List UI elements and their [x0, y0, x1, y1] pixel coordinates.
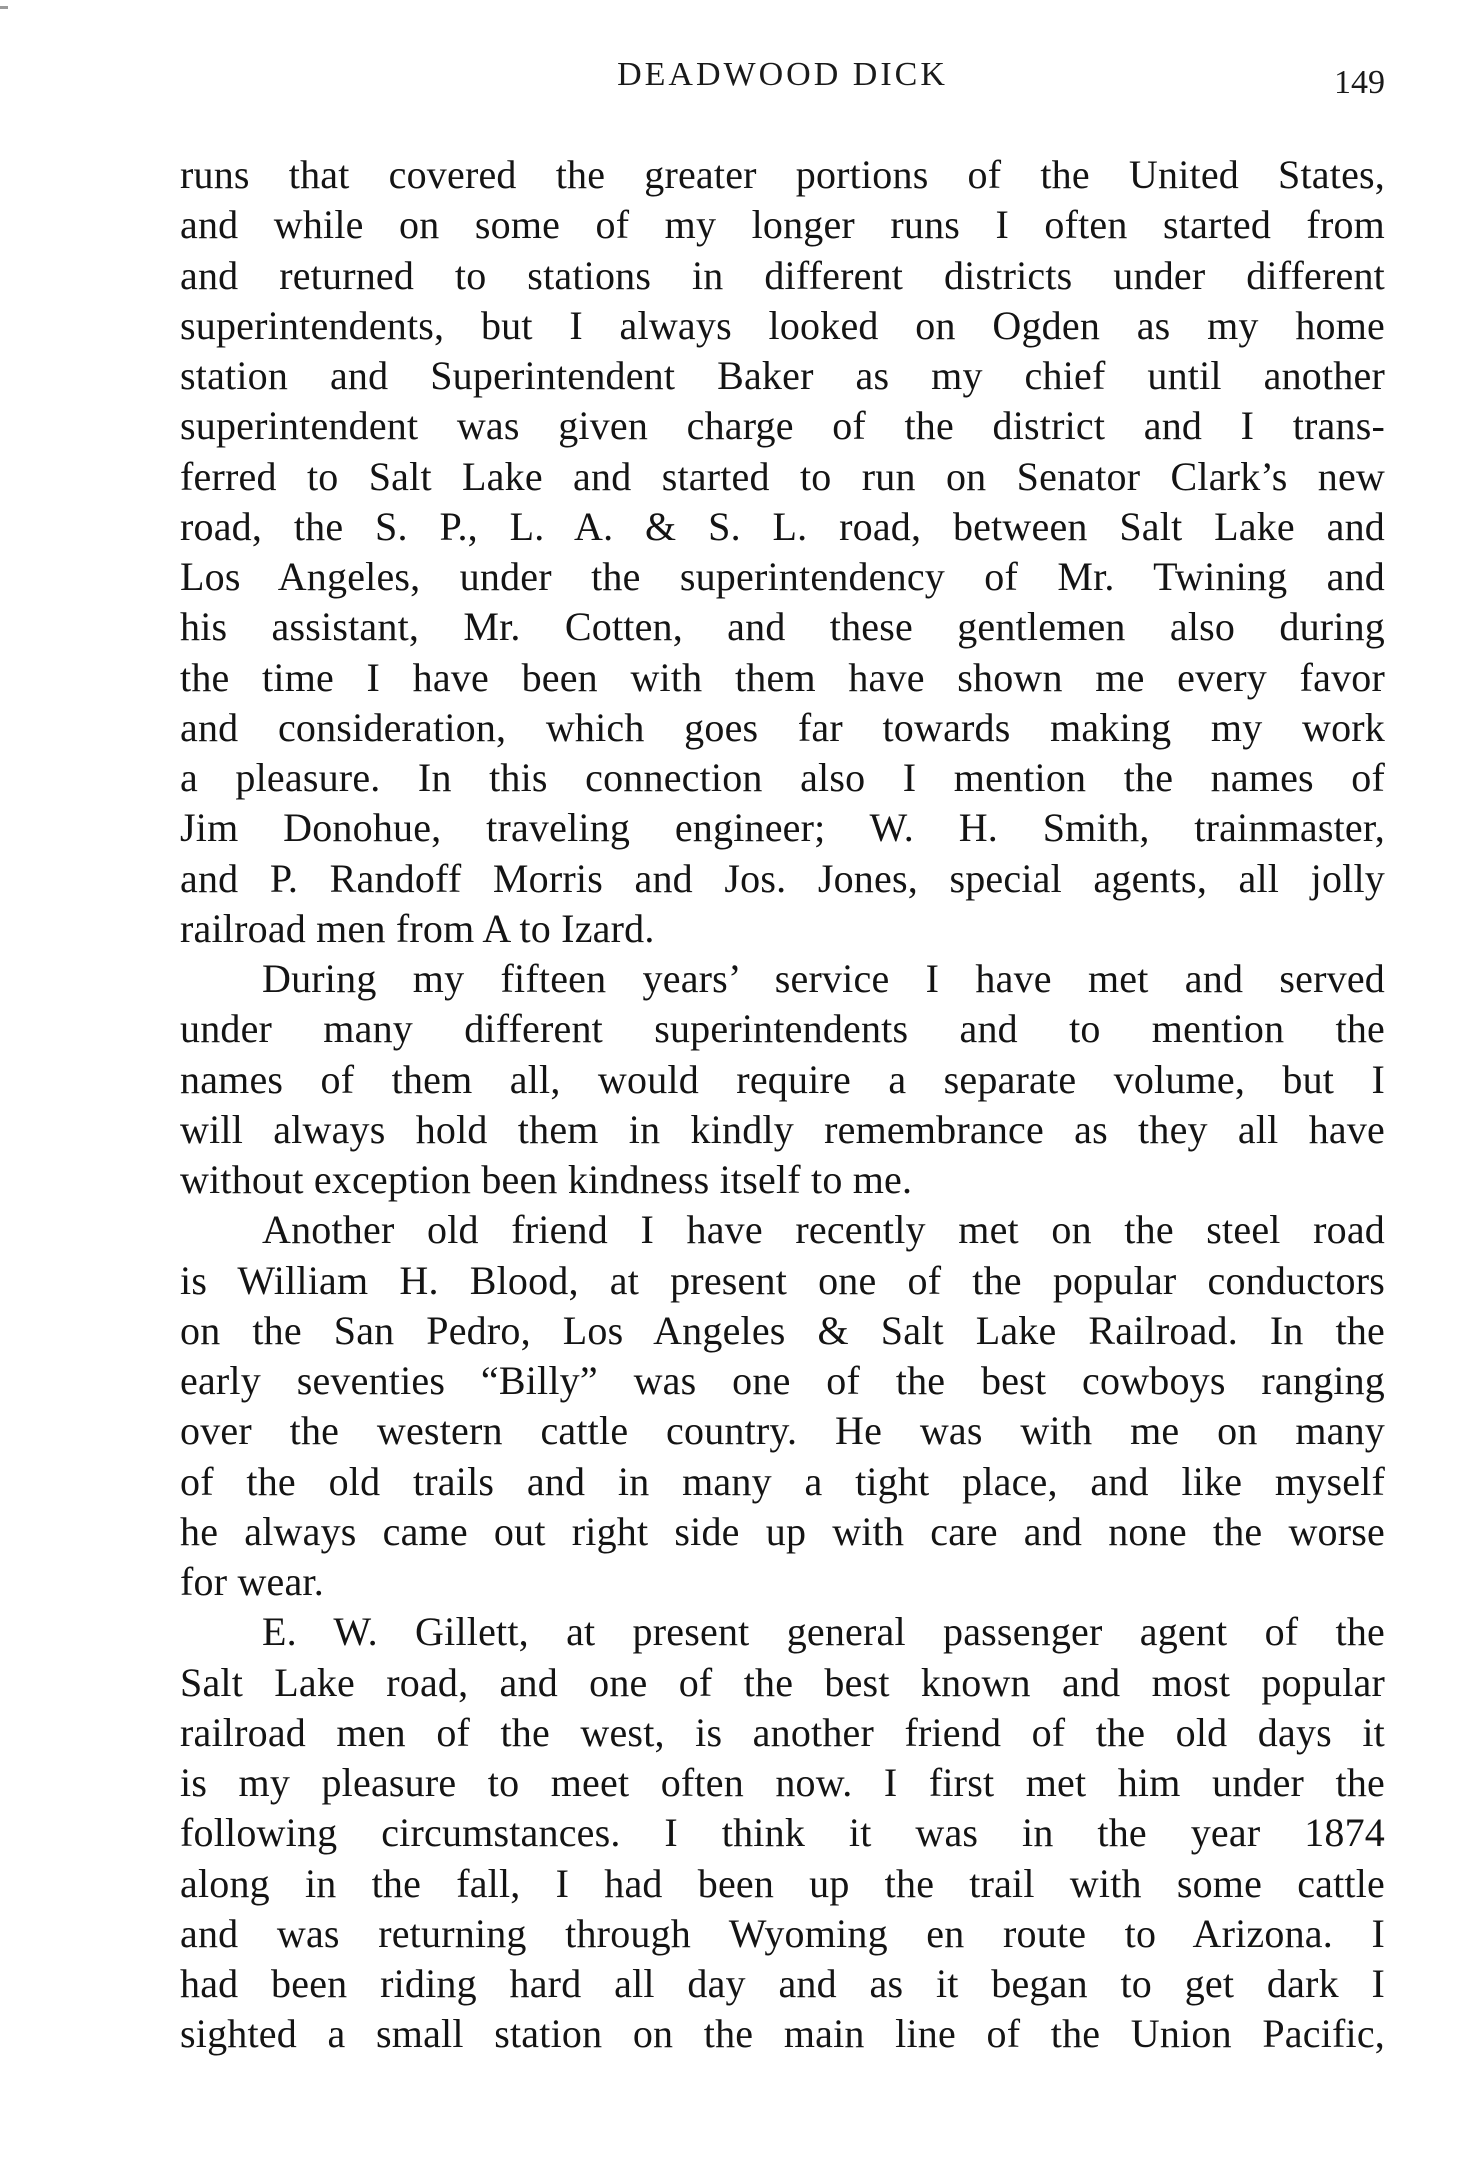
text-line: he always came out right side up with care and none the worse	[180, 1508, 1385, 1554]
text-line: superintendents, but I always looked on Ogden as my home	[180, 302, 1385, 348]
scan-mark	[0, 6, 8, 9]
paragraph-end-line: railroad men from A to Izard.	[180, 905, 655, 951]
text-line: sighted a small station on the main line of the Union Pacific,	[180, 2011, 1385, 2057]
running-title: DEADWOOD DICK	[617, 56, 948, 93]
paragraph-end-line: for wear.	[180, 1559, 324, 1604]
text-line: his assistant, Mr. Cotten, and these gentlemen also during	[180, 604, 1385, 650]
text-line: and consideration, which goes far towards making my work	[180, 704, 1385, 750]
text-line: names of them all, would require a separate volume, but I	[180, 1056, 1385, 1102]
page-header	[180, 56, 1385, 116]
text-line: had been riding hard all day and as it began to get dark I	[180, 1961, 1385, 2006]
text-line: is William H. Blood, at present one of the popular conductors	[180, 1257, 1385, 1303]
text-line: of the old trails and in many a tight place, and like myself	[180, 1458, 1385, 1504]
paragraph-start-line: E. W. Gillett, at present general passenger agent of the	[262, 1609, 1385, 1655]
text-line: following circumstances. I think it was in the year 1874	[180, 1810, 1385, 1856]
body-text	[180, 150, 1385, 2060]
text-line: station and Superintendent Baker as my chief until another	[180, 353, 1385, 398]
text-line: and returned to stations in different districts under different	[180, 252, 1385, 298]
text-line: ferred to Salt Lake and started to run on Senator Clark’s new	[180, 453, 1385, 499]
text-line: is my pleasure to meet often now. I first met him under the	[180, 1760, 1385, 1805]
text-line: Salt Lake road, and one of the best known and most popular	[180, 1659, 1385, 1705]
text-line: and while on some of my longer runs I often started from	[180, 202, 1385, 248]
text-line: along in the fall, I had been up the trail with some cattle	[180, 1860, 1385, 1906]
paragraph-end-line: without exception been kindness itself to me.	[180, 1157, 913, 1202]
text-line: and was returning through Wyoming en route to Arizona. I	[180, 1910, 1385, 1956]
paragraph-start-line: Another old friend I have recently met on the steel road	[262, 1207, 1385, 1253]
text-line: superintendent was given charge of the district and I trans-	[180, 403, 1385, 449]
text-line: runs that covered the greater portions of the United States,	[180, 152, 1385, 197]
paragraph-start-line: During my fifteen years’ service I have met and served	[262, 956, 1385, 1001]
text-line: road, the S. P., L. A. & S. L. road, between Salt Lake and	[180, 503, 1385, 549]
text-line: the time I have been with them have shown me every favor	[180, 654, 1385, 700]
text-line: Los Angeles, under the superintendency of Mr. Twining and	[180, 554, 1385, 599]
text-line: a pleasure. In this connection also I mention the names of	[180, 755, 1385, 800]
text-line: on the San Pedro, Los Angeles & Salt Lake Railroad. In the	[180, 1307, 1385, 1353]
page-number: 149	[1334, 64, 1385, 101]
text-line: early seventies “Billy” was one of the best cowboys ranging	[180, 1358, 1385, 1403]
text-line: and P. Randoff Morris and Jos. Jones, special agents, all jolly	[180, 855, 1385, 901]
text-line: Jim Donohue, traveling engineer; W. H. Smith, trainmaster,	[180, 805, 1385, 851]
text-line: railroad men of the west, is another friend of the old days it	[180, 1709, 1385, 1755]
text-line: will always hold them in kindly remembrance as they all have	[180, 1106, 1385, 1152]
text-line: over the western cattle country. He was with me on many	[180, 1408, 1385, 1454]
text-line: under many different superintendents and to mention the	[180, 1006, 1385, 1052]
